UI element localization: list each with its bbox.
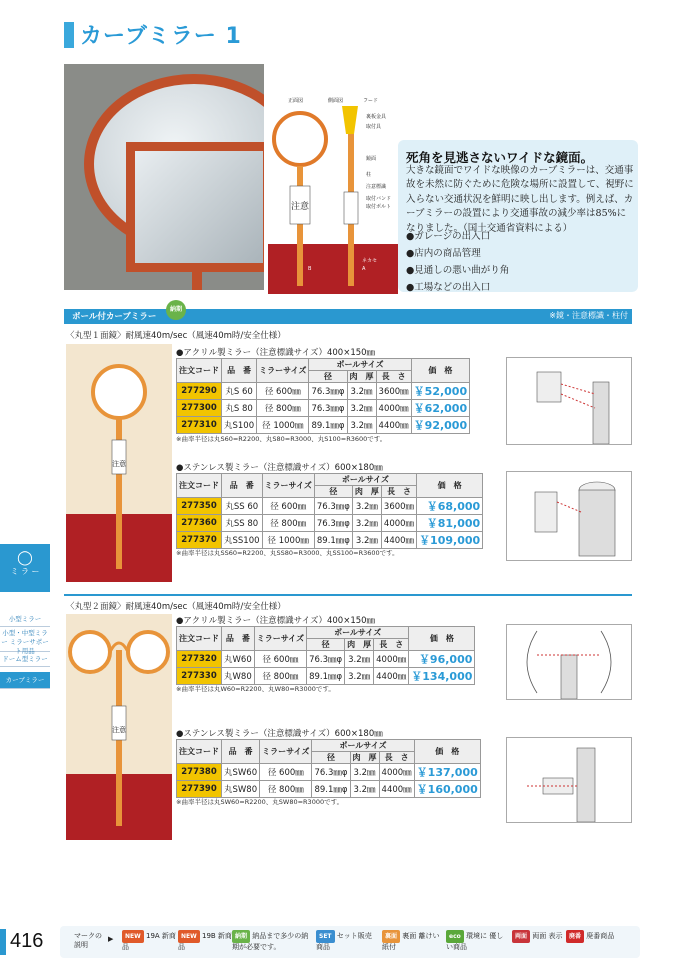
table-title: ●アクリル製ミラー（注意標識サイズ）400×150㎜ <box>176 348 376 358</box>
part-number: 丸S 60 <box>222 383 257 400</box>
pole-thick: 3.2㎜ <box>347 417 376 434</box>
legend-text: 環境に 優しい商品 <box>446 932 504 951</box>
new-icon: NEW <box>178 930 200 943</box>
mirror-size: 径 600㎜ <box>254 651 306 668</box>
label-mirror-face: 鏡面 <box>366 156 377 162</box>
order-code[interactable]: 277390 <box>177 781 222 798</box>
section-divider <box>64 594 632 596</box>
part-number: 丸SS 80 <box>222 515 263 532</box>
price: ￥134,000 <box>409 668 475 685</box>
price: ￥96,000 <box>409 651 475 668</box>
diagram-pole <box>577 748 595 822</box>
diagram-plate <box>537 372 561 402</box>
table-row <box>177 417 470 434</box>
label-front: 正面図 <box>288 98 304 104</box>
feature-bullet: ●店内の商品管理 <box>406 248 481 259</box>
diagram-plate <box>535 492 557 532</box>
label-bolt: 取付ボルト <box>366 204 392 210</box>
title-accent <box>64 22 74 48</box>
pole-image <box>192 264 202 290</box>
mount-diagram <box>506 471 632 561</box>
legend-item <box>512 930 564 943</box>
header-code: 注文コード <box>177 627 222 651</box>
side-mirror <box>342 106 358 134</box>
table-row <box>177 781 481 798</box>
price: ￥62,000 <box>411 400 469 417</box>
table-title: ●ステンレス製ミラー（注意標識サイズ）600×180㎜ <box>176 729 383 739</box>
part-number: 丸W60 <box>222 651 255 668</box>
feature-body: 大きな鏡面でワイドな映像のカーブミラーは、交通事故を未然に防ぐために危険な場所に設置して、視野に入らない交通状況を鮮明に映し出します。例えば、カーブミラーの設置により交通事故の減少率は85%になりました。（国土交通省資料による） <box>406 165 634 234</box>
header-price: 価 格 <box>409 627 475 651</box>
front-mirror <box>274 113 326 165</box>
price: ￥52,000 <box>411 383 469 400</box>
label-band: 取付バンド <box>366 196 392 202</box>
legend-item <box>382 930 442 952</box>
sidebar-item-small-mirror[interactable]: 小型ミラー <box>0 612 50 627</box>
legend-text: 19A 新商品 <box>122 932 176 951</box>
price: ￥68,000 <box>417 498 483 515</box>
discontinued-icon: 廃番 <box>566 930 584 943</box>
header-size: ミラーサイズ <box>260 740 312 764</box>
square-mirror-image <box>126 142 264 272</box>
table-note: ※曲率半径は丸SW60=R2200、丸SW80=R3000です。 <box>176 798 344 806</box>
header-thick: 肉 厚 <box>352 486 381 498</box>
mirror-circle <box>93 366 145 418</box>
pole-thick: 3.2㎜ <box>347 400 376 417</box>
price: ￥109,000 <box>417 532 483 549</box>
feature-heading: 死角を見逃さないワイドな鏡面。 <box>406 150 594 165</box>
header-thick: 肉 厚 <box>345 639 374 651</box>
arrow-icon: ▶ <box>108 935 114 943</box>
sign-text: 注意 <box>112 460 126 468</box>
table-row <box>177 668 475 685</box>
pole-length: 4000㎜ <box>381 515 416 532</box>
page-title: カーブミラー 1 <box>80 24 242 49</box>
label-a: A <box>362 266 366 272</box>
mount-diagram <box>506 357 632 445</box>
diagram-pole <box>593 382 609 444</box>
bracket-diagram <box>507 472 631 560</box>
legend-item <box>122 930 178 952</box>
pole-dia: 89.1㎜φ <box>307 668 345 685</box>
header-part: 品 番 <box>222 740 260 764</box>
header-size: ミラーサイズ <box>262 474 314 498</box>
pole-length: 4400㎜ <box>374 668 409 685</box>
pole-thick: 3.2㎜ <box>345 668 374 685</box>
pole-dia: 76.3㎜φ <box>314 498 352 515</box>
label-hood: フード <box>363 98 378 104</box>
header-thick: 肉 厚 <box>350 752 379 764</box>
pole-dia: 76.3㎜φ <box>309 383 347 400</box>
price: ￥160,000 <box>414 781 480 798</box>
order-code[interactable]: 277310 <box>177 417 222 434</box>
diagram-mirror-right <box>601 631 611 693</box>
table-note: ※曲率半径は丸W60=R2200、丸W80=R3000です。 <box>176 685 335 693</box>
header-pole: ポールサイズ <box>307 627 409 639</box>
header-len: 長 さ <box>381 486 416 498</box>
pole-length: 4000㎜ <box>376 400 411 417</box>
header-dia: 径 <box>314 486 352 498</box>
bracket-diagram <box>507 625 631 699</box>
sidebar-item-dome-mirror[interactable]: ドーム型ミラー <box>0 652 50 667</box>
pole-dia: 89.1㎜φ <box>309 417 347 434</box>
table-title: ●アクリル製ミラー（注意標識サイズ）400×150㎜ <box>176 616 376 626</box>
spec-table-acrylic-double <box>176 626 475 685</box>
label-back-bracket: 裏板金具 <box>366 114 387 120</box>
table-row <box>177 383 470 400</box>
mirror-size: 径 800㎜ <box>260 781 312 798</box>
pole-thick: 3.2㎜ <box>350 764 379 781</box>
mirror-icon: ◯ <box>17 550 33 566</box>
new-icon: NEW <box>122 930 144 943</box>
diagram-guide <box>561 384 595 394</box>
diagram-mirror-left <box>527 631 537 693</box>
mirror-size: 径 600㎜ <box>260 764 312 781</box>
pole-length: 4400㎜ <box>381 532 416 549</box>
order-code[interactable]: 277290 <box>177 383 222 400</box>
pole-dia: 76.3㎜φ <box>314 515 352 532</box>
table-row <box>177 400 470 417</box>
part-number: 丸SW80 <box>222 781 260 798</box>
legend-item <box>316 930 378 952</box>
table-row <box>177 498 483 515</box>
backing-icon: 裏面 <box>382 930 400 943</box>
diagram-guide <box>557 502 581 512</box>
pole-thick: 3.2㎜ <box>352 532 381 549</box>
legend-text: 裏面 離けい紙付 <box>382 932 440 951</box>
order-code[interactable]: 277360 <box>177 515 222 532</box>
part-number: 丸S100 <box>222 417 257 434</box>
pole-length: 4000㎜ <box>379 764 414 781</box>
label-pole: 柱 <box>366 172 372 178</box>
side-sign <box>344 192 358 224</box>
header-len: 長 さ <box>376 371 411 383</box>
header-len: 長 さ <box>374 639 409 651</box>
pole-thick: 3.2㎜ <box>352 515 381 532</box>
feature-bullet: ●工場などの出入口 <box>406 282 491 293</box>
label-embed: ネカセ <box>362 258 378 264</box>
section-note: ※鏡・注意標識・柱付 <box>549 311 628 320</box>
pole-length: 4000㎜ <box>374 651 409 668</box>
legend-text: 19B 新商品 <box>178 932 232 951</box>
header-price: 価 格 <box>417 474 483 498</box>
legend-text: セット販売商品 <box>316 932 372 951</box>
spec-table-stainless-double <box>176 739 481 798</box>
mirror-circle-left <box>70 632 110 672</box>
header-len: 長 さ <box>379 752 414 764</box>
label-mount: 取付具 <box>366 124 382 130</box>
pole-thick: 3.2㎜ <box>345 651 374 668</box>
set-icon: SET <box>316 930 335 943</box>
pole-dia: 76.3㎜φ <box>312 764 350 781</box>
mirror-size: 径 1000㎜ <box>262 532 314 549</box>
mirror-size: 径 600㎜ <box>262 498 314 515</box>
block2-subtitle: 〈丸型２面鏡〉耐風速40m/sec（風速40m時/安全仕様） <box>66 602 286 612</box>
pole-length: 3600㎜ <box>381 498 416 515</box>
mount-diagram <box>506 737 632 823</box>
header-code: 注文コード <box>177 740 222 764</box>
feature-bullet: ●見通しの悪い曲がり角 <box>406 265 510 276</box>
pole-dia: 89.1㎜φ <box>312 781 350 798</box>
double-mirror-illustration <box>66 614 172 840</box>
pole-dia: 89.1㎜φ <box>314 532 352 549</box>
feature-bullet: ●ガレージの出入口 <box>406 231 491 242</box>
mirror-size: 径 1000㎜ <box>257 417 309 434</box>
bracket-diagram <box>507 738 631 822</box>
legend-item <box>178 930 232 952</box>
table-row <box>177 515 483 532</box>
part-number: 丸W80 <box>222 668 255 685</box>
legend-item <box>446 930 510 952</box>
bracket-diagram <box>507 358 631 444</box>
sign-plate <box>112 706 126 740</box>
part-number: 丸S 80 <box>222 400 257 417</box>
eco-icon: eco <box>446 930 464 943</box>
mirror-circle-right <box>128 632 168 672</box>
part-number: 丸SW60 <box>222 764 260 781</box>
section-label: ポール付カーブミラー <box>72 312 157 322</box>
label-side: 側面図 <box>328 98 344 104</box>
table-row <box>177 532 483 549</box>
sign-plate <box>112 440 126 474</box>
front-pole <box>297 166 303 286</box>
legend-title: マークの説明 <box>74 932 102 949</box>
single-mirror-illustration <box>66 344 172 582</box>
block1-illustration <box>66 344 172 582</box>
order-code[interactable]: 277330 <box>177 668 222 685</box>
pole-thick: 3.2㎜ <box>352 498 381 515</box>
header-code: 注文コード <box>177 474 222 498</box>
price: ￥81,000 <box>417 515 483 532</box>
table-row <box>177 651 475 668</box>
double-side-icon: 両面 <box>512 930 530 943</box>
spec-table-acrylic-single <box>176 358 470 434</box>
pole-dia: 76.3㎜φ <box>307 651 345 668</box>
diagram-guide <box>561 394 595 408</box>
mirror-size: 径 800㎜ <box>257 400 309 417</box>
header-price: 価 格 <box>411 359 469 383</box>
legend-text: 廃番商品 <box>586 932 615 940</box>
sidebar-tab-label: ミ ラ ー <box>10 567 40 576</box>
sign-text: 注意 <box>112 726 126 734</box>
header-part: 品 番 <box>222 359 257 383</box>
legend-item <box>232 930 312 952</box>
delivery-badge-icon: 納期 <box>166 300 186 320</box>
header-thick: 肉 厚 <box>347 371 376 383</box>
header-part: 品 番 <box>222 474 263 498</box>
legend-text: 両面 表示 <box>532 932 563 940</box>
header-pole: ポールサイズ <box>312 740 414 752</box>
mirror-size: 径 800㎜ <box>254 668 306 685</box>
pole-thick: 3.2㎜ <box>347 383 376 400</box>
header-price: 価 格 <box>414 740 480 764</box>
table-title: ●ステンレス製ミラー（注意標識サイズ）600×180㎜ <box>176 463 383 473</box>
order-code[interactable]: 277370 <box>177 532 222 549</box>
pole-length: 4400㎜ <box>376 417 411 434</box>
ground-area <box>268 244 398 294</box>
header-size: ミラーサイズ <box>257 359 309 383</box>
block2-illustration <box>66 614 172 840</box>
legend-text: 納品まで多少の納期が必要です。 <box>232 932 309 951</box>
pole-thick: 3.2㎜ <box>350 781 379 798</box>
mirror-size: 径 800㎜ <box>262 515 314 532</box>
page-number-bar <box>0 929 6 955</box>
header-part: 品 番 <box>222 627 255 651</box>
part-number: 丸SS100 <box>222 532 263 549</box>
header-pole: ポールサイズ <box>309 359 411 371</box>
header-dia: 径 <box>312 752 350 764</box>
sidebar-item-curve-mirror[interactable]: カーブミラー <box>0 672 50 689</box>
pole-dia: 76.3㎜φ <box>309 400 347 417</box>
diagram-pole <box>579 490 615 556</box>
order-code[interactable]: 277350 <box>177 498 222 515</box>
price: ￥137,000 <box>414 764 480 781</box>
header-pole: ポールサイズ <box>314 474 416 486</box>
table-note: ※曲率半径は丸SS60=R2200、丸SS80=R3000、丸SS100=R3600です。 <box>176 549 399 557</box>
part-number: 丸SS 60 <box>222 498 263 515</box>
legend-item <box>566 930 634 943</box>
sidebar-category-tab[interactable] <box>0 544 50 592</box>
price: ￥92,000 <box>411 417 469 434</box>
page-number: 416 <box>10 930 44 952</box>
table-row <box>177 764 481 781</box>
order-code[interactable]: 277320 <box>177 651 222 668</box>
header-size: ミラーサイズ <box>254 627 306 651</box>
table-note: ※曲率半径は丸S60=R2200、丸S80=R3000、丸S100=R3600です。 <box>176 435 387 443</box>
header-dia: 径 <box>309 371 347 383</box>
mount-diagram <box>506 624 632 700</box>
label-sign: 注意標識 <box>366 184 387 190</box>
order-code[interactable]: 277300 <box>177 400 222 417</box>
header-code: 注文コード <box>177 359 222 383</box>
diagram-pole <box>561 655 577 699</box>
pole-length: 4400㎜ <box>379 781 414 798</box>
product-photo <box>64 64 264 290</box>
front-sign-text: 注意 <box>290 202 310 212</box>
pole-length: 3600㎜ <box>376 383 411 400</box>
block1-subtitle: 〈丸型１面鏡〉耐風速40m/sec（風速40m時/安全仕様） <box>66 331 286 341</box>
mirror-size: 径 600㎜ <box>257 383 309 400</box>
spec-table-stainless-single <box>176 473 483 549</box>
sidebar-item-mid-mirror[interactable]: 小型・中型ミラー ミラーサポート用品 <box>1 629 49 655</box>
delivery-icon: 納期 <box>232 930 250 943</box>
header-dia: 径 <box>307 639 345 651</box>
label-b: B <box>308 266 312 272</box>
mirror-structure-diagram <box>268 94 398 294</box>
order-code[interactable]: 277380 <box>177 764 222 781</box>
